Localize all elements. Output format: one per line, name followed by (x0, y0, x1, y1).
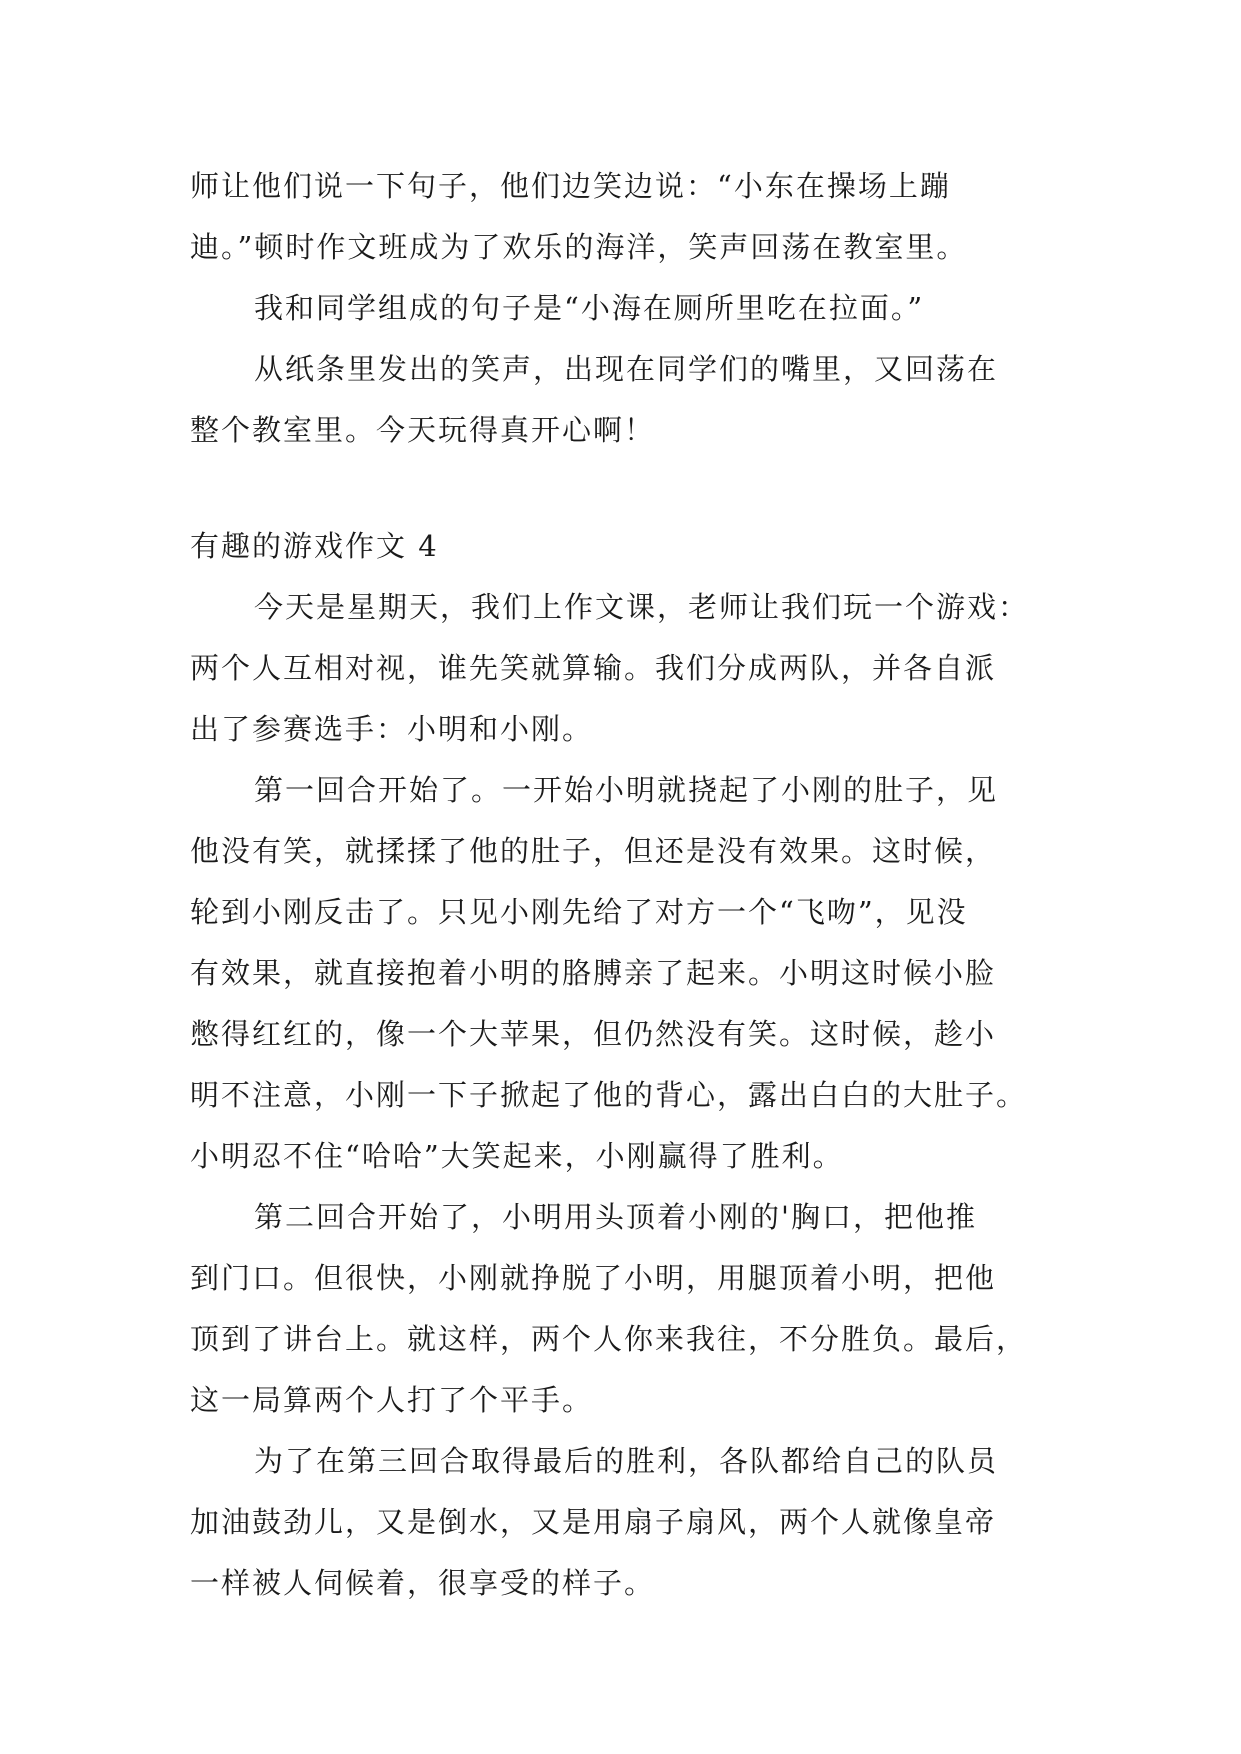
text-line: 到门口。但很快，小刚就挣脱了小明，用腿顶着小明，把他 (190, 1261, 997, 1295)
previous-article-continuation (190, 156, 1050, 461)
text-line: 两个人互相对视，谁先笑就算输。我们分成两队，并各自派 (190, 651, 997, 685)
paragraph (190, 156, 1050, 278)
text-line: 这一局算两个人打了个平手。 (190, 1383, 594, 1417)
text-line: 加油鼓劲儿，又是倒水，又是用扇子扇风，两个人就像皇帝 (190, 1505, 997, 1539)
paragraph (190, 339, 1050, 461)
text-line: 第二回合开始了，小明用头顶着小刚的'胸口，把他推 (254, 1200, 977, 1234)
text-line: 为了在第三回合取得最后的胜利，各队都给自己的队员 (254, 1444, 999, 1478)
text-line: 小明忍不住“哈哈”大笑起来，小刚赢得了胜利。 (190, 1139, 844, 1173)
article-body (190, 577, 1050, 1614)
article-title: 有趣的游戏作文 4 (190, 529, 439, 563)
text-line: 我和同学组成的句子是“小海在厕所里吃在拉面。” (254, 291, 925, 325)
text-line: 一样被人伺候着，很享受的样子。 (190, 1566, 656, 1600)
text-line: 迪。”顿时作文班成为了欢乐的海洋，笑声回荡在教室里。 (190, 230, 968, 264)
paragraph (190, 760, 1050, 1187)
text-line: 明不注意，小刚一下子掀起了他的背心，露出白白的大肚子。 (190, 1078, 1028, 1112)
text-line: 他没有笑，就揉揉了他的肚子，但还是没有效果。这时候， (190, 834, 997, 868)
paragraph (190, 278, 1050, 339)
paragraph (190, 577, 1050, 760)
document-page (190, 156, 1050, 1614)
text-line: 有效果，就直接抱着小明的胳膊亲了起来。小明这时候小脸 (190, 956, 997, 990)
text-line: 整个教室里。今天玩得真开心啊！ (190, 413, 656, 447)
text-line: 今天是星期天，我们上作文课，老师让我们玩一个游戏： (254, 590, 1030, 624)
text-line: 从纸条里发出的笑声，出现在同学们的嘴里，又回荡在 (254, 352, 999, 386)
text-line: 出了参赛选手：小明和小刚。 (190, 712, 594, 746)
paragraph (190, 1431, 1050, 1614)
paragraph (190, 1187, 1050, 1431)
text-line: 顶到了讲台上。就这样，两个人你来我往，不分胜负。最后， (190, 1322, 1028, 1356)
text-line: 第一回合开始了。一开始小明就挠起了小刚的肚子，见 (254, 773, 999, 807)
text-line: 轮到小刚反击了。只见小刚先给了对方一个“飞吻”，见没 (190, 895, 968, 929)
text-line: 憋得红红的，像一个大苹果，但仍然没有笑。这时候，趁小 (190, 1017, 997, 1051)
text-line: 师让他们说一下句子，他们边笑边说：“小东在操场上蹦 (190, 169, 951, 203)
